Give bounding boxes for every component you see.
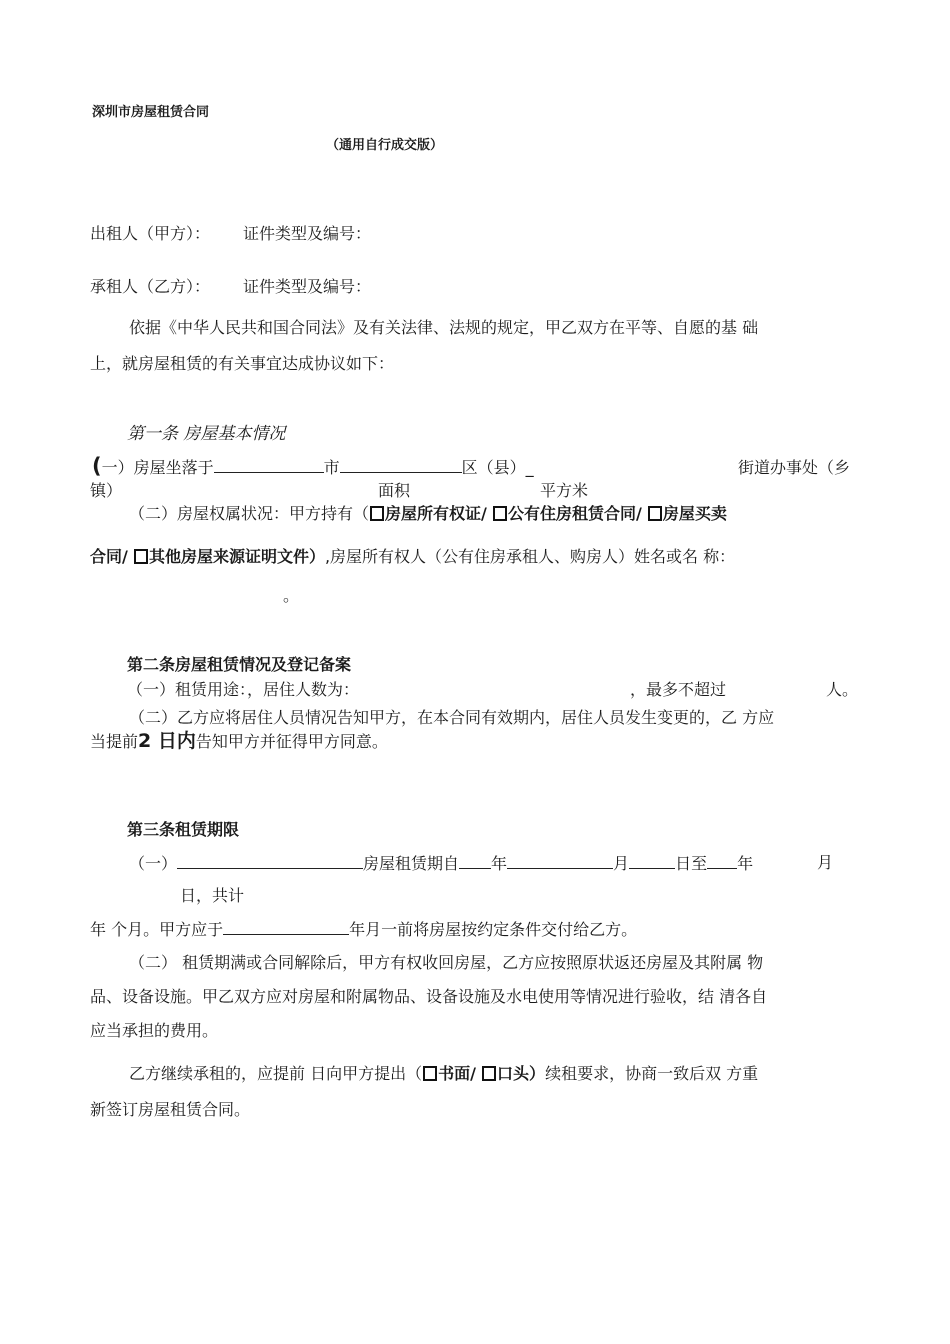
checkbox-verbal[interactable]: [482, 1066, 496, 1081]
document-subtitle: （通用自行成交版）: [326, 138, 444, 153]
art2-clause2-line2: [90, 731, 388, 752]
art1-c1-text-b: 市: [323, 458, 340, 477]
art2-c1-a: （一）租赁用途：，居住人数为：: [127, 680, 360, 699]
art3-c1-k: 月一前将房屋按约定条件交付给乙方。: [365, 920, 638, 939]
art3-c1-e: 日至: [675, 854, 708, 873]
art1-clause1-line1: [92, 456, 534, 478]
art1-clause2-line1: [129, 504, 727, 524]
location-blank[interactable]: [214, 457, 324, 473]
option-verbal: 口头）: [497, 1064, 546, 1083]
art3-c2-a: （二） 租赁期满或合同解除后，甲方有权收回房屋，乙方应按照原状返还房屋及其附属 物: [129, 953, 764, 972]
art1-c1-text-c: 区（县）_: [461, 458, 534, 477]
art3-c1-g: 月: [817, 853, 834, 872]
art1-c1-sqm: 平方米: [540, 481, 589, 500]
art2-c1-b: ，最多不超过: [630, 680, 727, 699]
art3-c1-j: 年: [349, 920, 366, 939]
art3-c1-d: 月: [613, 854, 630, 873]
intro-line-1: 依据《中华人民共和国合同法》及有关法律、法规的规定，甲乙双方在平等、自愿的基 础: [129, 318, 759, 337]
option-ownership-cert: 房屋所有权证/: [385, 504, 487, 523]
checkbox-ownership-cert[interactable]: [370, 506, 384, 521]
art3-clause3-line1: [129, 1064, 758, 1084]
art3-c3-e: 新签订房屋租赁合同。: [90, 1100, 251, 1119]
option-other-docs: 其他房屋来源证明文件）: [148, 547, 325, 566]
lessee-id-label: 证件类型及编号：: [243, 277, 372, 296]
art3-c3-a: 乙方继续承租的，应提前 日向甲方提出（: [129, 1064, 423, 1083]
art2-c2-b: 当提前: [90, 732, 139, 751]
art3-c1-i: 年 个月。甲方应于: [90, 920, 224, 939]
start-day-blank[interactable]: [629, 853, 675, 869]
notice-days: 2 日内: [138, 730, 196, 752]
art3-c1-b: 房屋租赁期自: [363, 854, 460, 873]
art3-c2-b: 品、设备设施。甲乙双方应对房屋和附属物品、设备设施及水电使用等情况进行验收，结 清各自: [90, 987, 768, 1006]
option-public-housing: 公有住房租赁合同/: [507, 504, 642, 523]
checkbox-written[interactable]: [423, 1066, 437, 1081]
lessor-id-label: 证件类型及编号：: [243, 224, 372, 243]
article-1-title: 第一条 房屋基本情况: [127, 424, 286, 444]
lessor-label: 出租人（甲方）：: [90, 224, 211, 243]
option-written: 书面/: [438, 1064, 476, 1083]
art1-c1-street: 街道办事处（乡: [738, 458, 851, 477]
checkbox-purchase-contract[interactable]: [648, 506, 662, 521]
art3-c1-a: （一）: [129, 854, 178, 873]
art3-c1-c: 年: [491, 854, 508, 873]
art2-c2-a: （二）乙方应将居住人员情况告知甲方，在本合同有效期内，居住人员发生变更的，乙 方应: [129, 708, 775, 727]
delivery-year-blank[interactable]: [223, 919, 349, 935]
term-blank[interactable]: [177, 853, 363, 869]
art1-c1-text-a: 一）房屋坐落于: [101, 458, 214, 477]
option-contract-tail: 合同/: [90, 547, 128, 566]
art1-clause2-line2: [90, 547, 735, 567]
end-year-blank[interactable]: [707, 853, 737, 869]
art2-c2-d: 告知甲方并征得甲方同意。: [195, 732, 388, 751]
option-purchase-contract: 房屋买卖: [662, 504, 727, 523]
art3-clause1-line1: [129, 853, 753, 874]
start-year-blank[interactable]: [459, 853, 491, 869]
owner-name-label: ,房屋所有权人（公有住房承租人、购房人）姓名或名 称：: [324, 547, 736, 566]
art3-c1-h: 日，共计: [180, 886, 245, 905]
city-blank[interactable]: [340, 457, 462, 473]
art1-c2-text-a: （二）房屋权属状况：甲方持有（: [129, 504, 370, 523]
art1-end-mark: 。: [283, 586, 300, 605]
art3-clause1-line3: [90, 919, 637, 940]
article-3-title: 第三条租赁期限: [127, 820, 240, 839]
art3-c1-f: 年: [737, 854, 754, 873]
paren-open: (: [92, 454, 102, 478]
document-title: 深圳市房屋租赁合同: [92, 105, 210, 120]
art3-c3-d: 续租要求，协商一致后双 方重: [545, 1064, 759, 1083]
art1-c1-area: 面积: [378, 481, 411, 500]
intro-line-2: 上，就房屋租赁的有关事宜达成协议如下：: [90, 354, 395, 373]
start-month-blank[interactable]: [507, 853, 613, 869]
checkbox-other-docs[interactable]: [134, 549, 148, 564]
checkbox-public-housing[interactable]: [493, 506, 507, 521]
lessee-label: 承租人（乙方）：: [90, 277, 211, 296]
art2-c1-c: 人。: [826, 680, 859, 699]
lessor-row: [90, 224, 210, 244]
art1-c1-town: 镇）: [90, 481, 123, 500]
article-2-title: 第二条房屋租赁情况及登记备案: [127, 655, 352, 674]
art3-c2-c: 应当承担的费用。: [90, 1021, 219, 1040]
